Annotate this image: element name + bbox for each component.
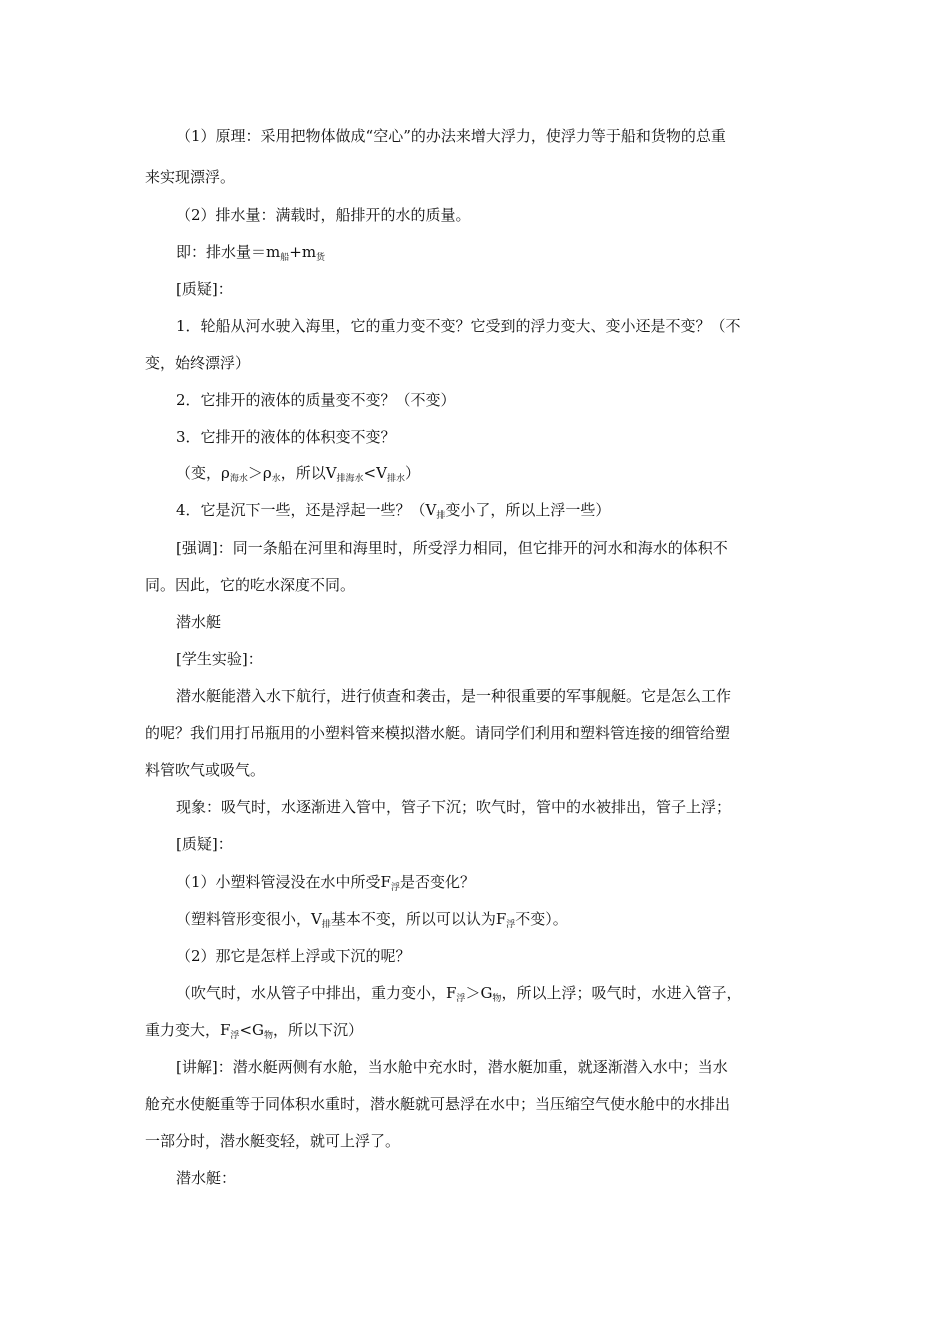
submarine-answer-2-line1: （吹气时，水从管子中排出，重力变小，$F_浮>G_物$，所以上浮；吸气时，水进入管子， bbox=[176, 984, 742, 1004]
phenomenon: 现象：吸气时，水逐渐进入管中，管子下沉；吹气时，管中的水被排出，管子上浮； bbox=[176, 798, 732, 816]
submarine-question-2: （2）那它是怎样上浮或下沉的呢？ bbox=[176, 947, 411, 965]
paragraph-displacement: （2）排水量：满载时，船排开的水的质量。 bbox=[176, 206, 471, 224]
explanation-line2: 舱充水使艇重等于同体积水重时，潜水艇就可悬浮在水中；当压缩空气使水舱中的水排出 bbox=[145, 1095, 731, 1113]
question-2: 2．它排开的液体的质量变不变？（不变） bbox=[176, 391, 456, 409]
paragraph-displacement-formula: 即：排水量$=m_船+m_货$ bbox=[176, 243, 326, 263]
submarine-question-1: （1）小塑料管浸没在水中所受$F_浮$是否变化？ bbox=[176, 873, 475, 893]
emphasis-line1: [强调]：同一条船在河里和海里时，所受浮力相同，但它排开的河水和海水的体积不 bbox=[176, 539, 728, 557]
heading-student-experiment: [学生实验]： bbox=[176, 650, 263, 668]
heading-question-2: [质疑]： bbox=[176, 835, 233, 853]
experiment-line2: 的呢？我们用打吊瓶用的小塑料管来模拟潜水艇。请同学们利用和塑料管连接的细管给塑 bbox=[145, 724, 731, 742]
question-1-line2: 变，始终漂浮） bbox=[145, 354, 251, 372]
question-4: 4．它是沉下一些，还是浮起一些？（$V_排$变小了，所以上浮一些） bbox=[176, 501, 611, 521]
paragraph-principle-line2: 来实现漂浮。 bbox=[145, 168, 236, 186]
explanation-line1: [讲解]：潜水艇两侧有水舱，当水舱中充水时，潜水艇加重，就逐渐潜入水中；当水 bbox=[176, 1058, 728, 1076]
experiment-line1: 潜水艇能潜入水下航行，进行侦查和袭击，是一种很重要的军事舰艇。它是怎么工作 bbox=[176, 687, 732, 705]
experiment-line3: 料管吹气或吸气。 bbox=[145, 761, 266, 779]
heading-question-1: [质疑]： bbox=[176, 280, 233, 298]
section-heading-submarine-2: 潜水艇： bbox=[176, 1169, 237, 1187]
submarine-answer-2-line2: 重力变大，$F_浮<G_物$，所以下沉） bbox=[145, 1021, 364, 1041]
explanation-line3: 一部分时，潜水艇变轻，就可上浮了。 bbox=[145, 1132, 401, 1150]
question-3: 3．它排开的液体的体积变不变？ bbox=[176, 428, 396, 446]
submarine-answer-1: （塑料管形变很小，$V_排$基本不变，所以可以认为$F_浮$不变）。 bbox=[176, 910, 568, 930]
question-1-line1: 1．轮船从河水驶入海里，它的重力变不变？它受到的浮力变大、变小还是不变？（不 bbox=[176, 317, 741, 335]
question-3-answer: （变，$\rho_{海水}>\rho_水$，所以$V_{排海水}<V_{排水}$） bbox=[176, 464, 420, 484]
paragraph-principle-line1: （1）原理：采用把物体做成“空心”的办法来增大浮力，使浮力等于船和货物的总重 bbox=[176, 127, 726, 145]
section-heading-submarine: 潜水艇 bbox=[176, 613, 222, 631]
emphasis-line2: 同。因此，它的吃水深度不同。 bbox=[145, 576, 356, 594]
